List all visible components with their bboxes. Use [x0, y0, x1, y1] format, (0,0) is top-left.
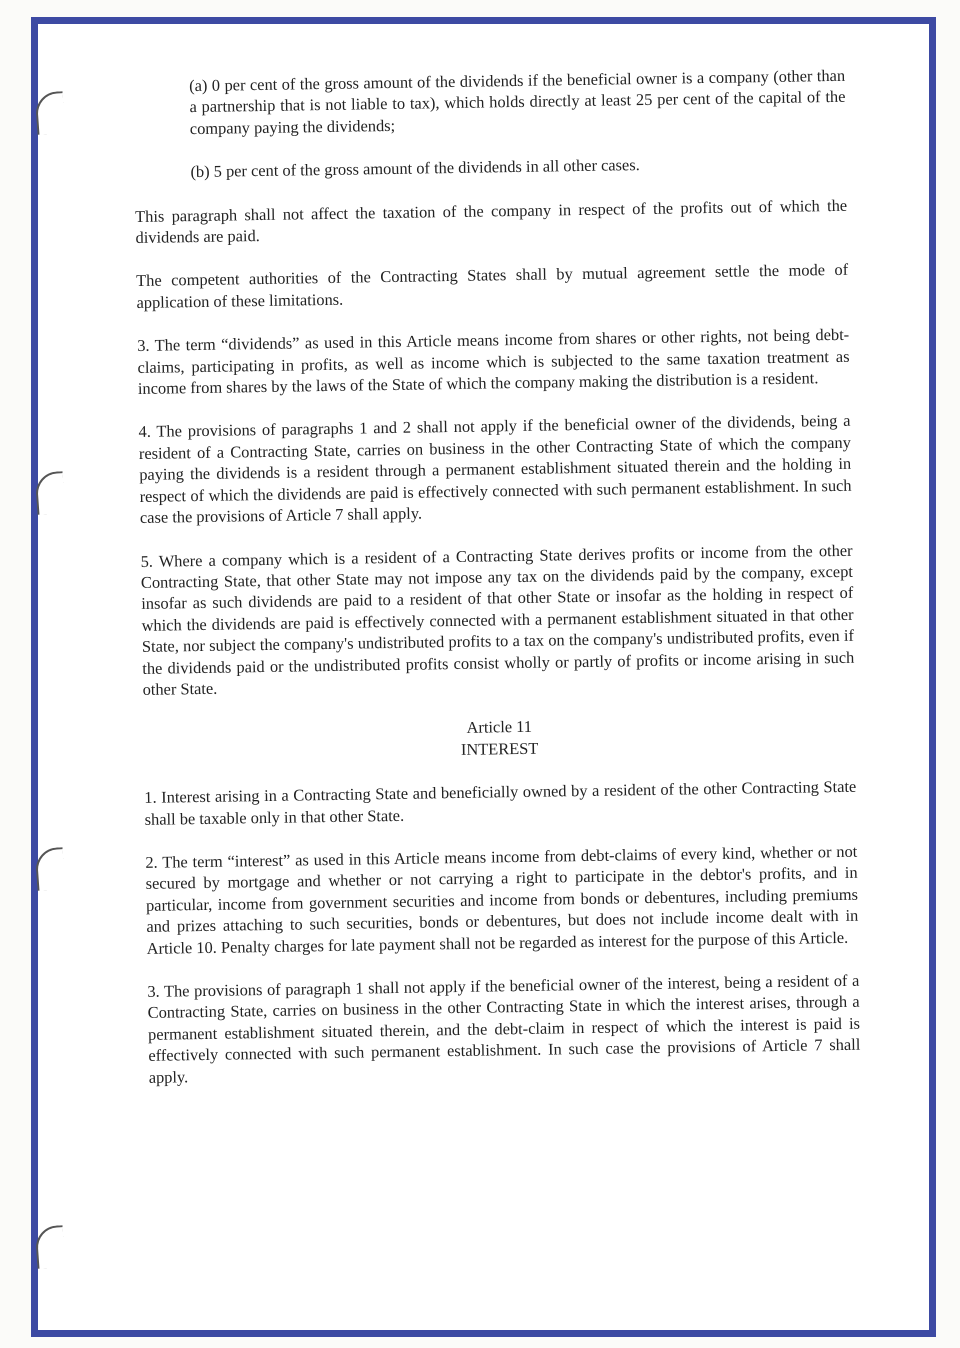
interest-paragraph-2: 2. The term “interest” as used in this Article means income from debt-claims of every kind, whether or not secured by mortgage and whether or not carrying a right to participate in the debtor's profits, and in particular, income from government securities and income from bonds or debentures, including premiums and prizes attaching to such securities, bonds or debentures, but does not include income dealt with in Article 10. Penalty charges for late payment shall not be regarded as interest for the purpose of this Article. [145, 841, 859, 958]
document-body [133, 65, 861, 1110]
paragraph-3-dividends-definition: 3. The term “dividends” as used in this Article means income from shares or other rights, not being debt-claims, participating in profits, as well as income which is subjected to the same taxation treatment as income from shares by the laws of the State of which the company making the distribution is a resident. [137, 325, 850, 399]
paragraph-5-other-state: 5. Where a company which is a resident of a Contracting State derives profits or income from the other Contracting State, that other State may not impose any tax on the dividends paid by the company, except insofar as such dividends are paid to a resident of that other State or insofar as the holding in respect of which the dividends are paid is effectively connected with a permanent establishment situated in that other State, nor subject the company's undistributed profits to a tax on the company's undistributed profits, even if the dividends paid or the undistributed profits consist wholly or partly of profits or income arising in such other State. [140, 540, 855, 699]
paragraph-competent-authorities: The competent authorities of the Contracting States shall by mutual agreement settle the mode of application of these limitations. [136, 260, 849, 312]
interest-paragraph-1: 1. Interest arising in a Contracting State and beneficially owned by a resident of the other Contracting State shall be taxable only in that other State. [144, 776, 857, 829]
paragraph-taxation-note: This paragraph shall not affect the taxation of the company in respect of the profits out of which the dividends are paid. [135, 195, 848, 248]
article-title: INTEREST [460, 738, 539, 759]
article-heading [143, 711, 856, 765]
paragraph-4-permanent-establishment: 4. The provisions of paragraphs 1 and 2 shall not apply if the beneficial owner of the dividends, being a resident of a Contracting State, carries on business in the other Contracting State of which the company paying the dividends is a resident through a permanent establishment situated therein and the holding in respect of which the dividends are paid is effectively connected with such permanent establishment. In such case the provisions of Article 7 shall apply. [138, 411, 852, 528]
article-number: Article 11 [466, 717, 533, 738]
paragraph-2a: (a) 0 per cent of the gross amount of the dividends if the beneficial owner is a company (other than a partnership that is not liable to tax), which holds directly at least 25 per cent of the capital of the company paying the dividends; [189, 65, 846, 138]
paragraph-2b: (b) 5 per cent of the gross amount of the dividends in all other cases. [190, 155, 640, 182]
interest-paragraph-3: 3. The provisions of paragraph 1 shall not apply if the beneficial owner of the interest, being a resident of a Contracting State, carries on business in the other Contracting State in which the interest arises, through a permanent establishment situated therein, and the debt-claim in respect of which the interest is paid is effectively connected with such permanent establishment. In such case the provisions of Article 7 shall apply. [147, 970, 861, 1087]
